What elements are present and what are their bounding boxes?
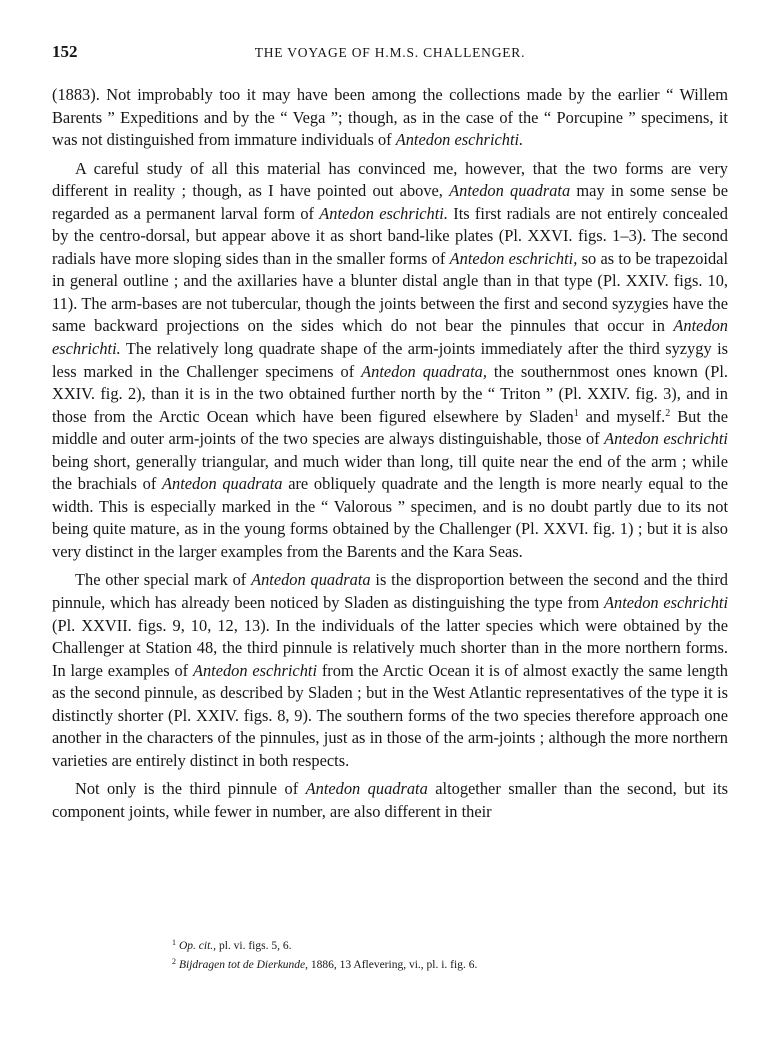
text-run: from the Arctic Ocean it is of almost exactly the same length as the second pinnule, as described by Sladen ; but in the West Atlantic representatives of the type it is distinctly shorter (Pl. XXIV. figs. 8, 9). The southern forms of the two species therefore approach one another in the characters of the pinnules, just as in those of the arm-joints ; although the more northern varieties are entirely distinct in both respects. (52, 660, 728, 770)
species-name: Antedon eschrichti (604, 429, 728, 449)
species-name: Antedon eschrichti. (395, 130, 524, 150)
page-number: 152 (52, 42, 78, 61)
paragraph (52, 158, 728, 564)
species-name: Antedon quadrata (162, 474, 283, 494)
species-name: Antedon eschrichti. (52, 316, 728, 359)
species-name: Antedon eschrichti (604, 593, 729, 613)
running-title: THE VOYAGE OF H.M.S. CHALLENGER. (254, 45, 526, 60)
footnote-text: 1886, 13 Aflevering, vi., pl. i. fig. 6. (308, 959, 478, 971)
footnote-ref: 1 (573, 407, 579, 419)
footnote (172, 935, 672, 954)
species-name: Antedon quadrata (305, 779, 428, 799)
species-name: Antedon quadrata (251, 570, 371, 590)
text-run: and myself. (578, 406, 666, 426)
footnote (172, 954, 672, 973)
paragraph (52, 84, 728, 152)
species-name: Antedon quadrata, (361, 361, 487, 381)
footnote-number: 1 (172, 938, 176, 947)
species-name: Antedon eschrichti (192, 660, 318, 680)
footnote-text: pl. vi. figs. 5, 6. (216, 940, 292, 952)
text-run: The relatively long quadrate shape of the arm-joints immediately after the third syzygy is less marked in the Challenger specimens of (52, 339, 728, 381)
footnote-ref: 2 (665, 407, 671, 419)
species-name: Antedon eschrichti. (319, 203, 448, 223)
paragraph (52, 778, 728, 823)
species-name: Antedon quadrata (449, 181, 571, 201)
text-run: is the disproportion between the second and the third pinnule, which has already been noticed by Sladen as distinguishing the type from (52, 570, 728, 613)
text-run: But the middle and outer arm-joints of the two species are always distinguishable, those of (52, 406, 728, 449)
text-run: (1883). Not improbably too it may have been among the collections made by the earlier “ Willem Barents ” Expeditions and by the “ Vega ”; though, as in the case of the “ Porcupine ” specimens, it was not distinguished from immature individuals of (52, 85, 728, 150)
page-header (52, 42, 728, 64)
paragraph (52, 569, 728, 772)
text-run: Not only is the third pinnule of (75, 779, 306, 799)
text-run: so as to be trapezoidal in general outline ; and the axillaries have a blunter distal angle than in that type (Pl. XXIV. figs. 10, 11). The arm-bases are not tubercular, though the joints between the first and second syzygies have the same backward projections on the sides which do not bear the pinnules that occur in (52, 248, 729, 336)
species-name: Op. cit., (179, 940, 217, 952)
text-run: may in some sense be regarded as a permanent larval form of (52, 181, 729, 223)
species-name: Bijdragen tot de Dierkunde, (179, 959, 309, 971)
text-run: are obliquely quadrate and the length is more nearly equal to the width. This is especially marked in the “ Valorous ” specimen, and is no doubt partly due to its not being quite mature, as in the young forms obtained by the Challenger (Pl. XXVI. fig. 1) ; but it is also very distinct in the larger examples from the Barents and the Kara Seas. (52, 474, 728, 561)
body-text (52, 84, 728, 830)
text-run: altogether smaller than the second, but its component joints, while fewer in number, are also different in their (52, 779, 729, 821)
text-run: the southernmost ones known (Pl. XXIV. fig. 2), than it is in the two obtained further north by the “ Triton ” (Pl. XXIV. fig. 3), and in those from the Arctic Ocean which have been figured elsewhere by Sladen (52, 361, 728, 426)
text-run: Its first radials are not entirely concealed by the centro-dorsal, but appear above it as short band-like plates (Pl. XXVI. figs. 1–3). The second radials have more sloping sides than in the smaller forms of (52, 203, 729, 268)
text-run: The other special mark of (75, 570, 252, 590)
species-name: Antedon eschrichti, (449, 248, 578, 268)
text-run: A careful study of all this material has convinced me, however, that the two forms are very different in reality ; though, as I have pointed out above, (52, 158, 728, 201)
footnotes (172, 935, 672, 973)
text-run: being short, generally triangular, and much wider than long, till quite near the end of the arm ; while the brachials of (52, 451, 728, 494)
text-run: (Pl. XXVII. figs. 9, 10, 12, 13). In the individuals of the latter species which were obtained by the Challenger at Station 48, the third pinnule is relatively much shorter than in the more northern forms. In large examples of (52, 615, 728, 680)
footnote-number: 2 (172, 957, 176, 966)
